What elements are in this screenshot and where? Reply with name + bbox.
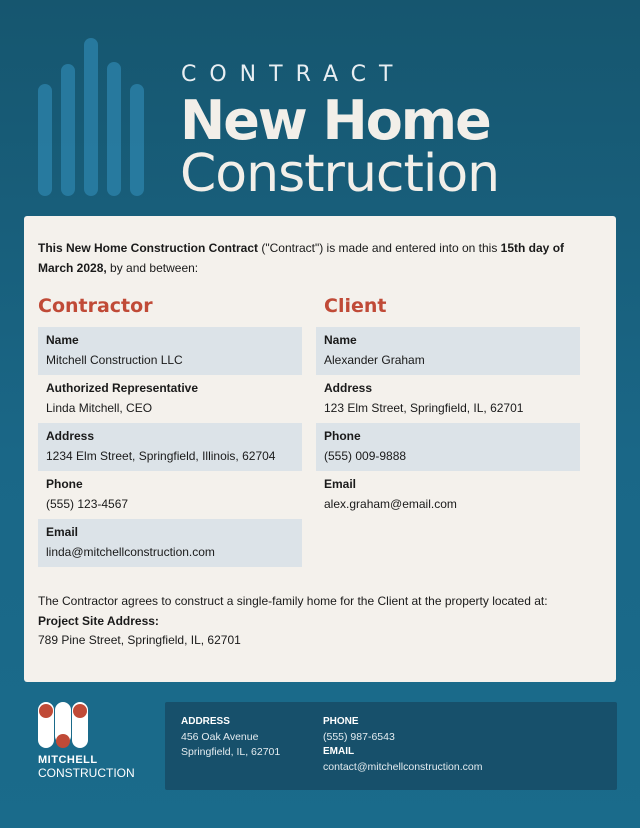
logo-brand-line2: CONSTRUCTION: [38, 766, 135, 780]
company-logo: [36, 702, 136, 782]
field-value: (555) 009-9888: [324, 449, 407, 463]
field-value: 1234 Elm Street, Springfield, Illinois, 62704: [46, 449, 276, 463]
contact-box: [165, 702, 617, 790]
logo-dot: [73, 704, 87, 718]
field-value: Linda Mitchell, CEO: [46, 401, 153, 415]
project-site-label: Project Site Address:: [38, 614, 159, 628]
client-name-field: [316, 327, 580, 375]
logo-dot: [56, 734, 70, 748]
phone-heading: PHONE: [323, 716, 359, 727]
field-value: 123 Elm Street, Springfield, IL, 62701: [324, 401, 524, 415]
decor-bar: [130, 84, 144, 196]
intro-date: 15th day of March 2028,: [38, 241, 565, 275]
email-heading: EMAIL: [323, 746, 355, 757]
field-label: Address: [324, 381, 373, 395]
intro-text: ("Contract") is made and entered into on this: [258, 241, 501, 255]
field-value: Alexander Graham: [324, 353, 425, 367]
project-statement: The Contractor agrees to construct a single-family home for the Client at the property located at:: [38, 594, 548, 608]
field-label: Address: [46, 429, 95, 443]
client-email-field: [316, 471, 580, 519]
address-line1: 456 Oak Avenue: [181, 731, 259, 743]
contract-card: [24, 216, 616, 682]
project-site-address: 789 Pine Street, Springfield, IL, 62701: [38, 633, 241, 647]
header-decoration-bars: [38, 38, 146, 196]
document-eyebrow: CONTRACT: [181, 62, 406, 87]
decor-bar: [107, 62, 121, 196]
phone-number[interactable]: (555) 987-6543: [323, 731, 395, 743]
logo-dot: [39, 704, 53, 718]
field-value: (555) 123-4567: [46, 497, 129, 511]
contractor-address-field: [38, 423, 302, 471]
field-label: Phone: [324, 429, 361, 443]
client-heading: Client: [324, 295, 387, 317]
field-value: Mitchell Construction LLC: [46, 353, 183, 367]
client-phone-field: [316, 423, 580, 471]
address-heading: ADDRESS: [181, 716, 230, 727]
field-label: Phone: [46, 477, 83, 491]
field-value: linda@mitchellconstruction.com: [46, 545, 215, 559]
field-label: Name: [324, 333, 357, 347]
document-title-line2: Construction: [180, 144, 500, 204]
document-title-line1: New Home: [180, 89, 490, 152]
client-address-field: [316, 375, 580, 423]
field-label: Email: [46, 525, 79, 539]
decor-bar: [38, 84, 52, 196]
logo-brand-line1: MITCHELL: [38, 754, 98, 766]
contractor-name-field: [38, 327, 302, 375]
address-line2: Springfield, IL, 62701: [181, 746, 281, 758]
field-label: Authorized Representative: [46, 381, 199, 395]
email-address[interactable]: contact@mitchellconstruction.com: [323, 761, 483, 773]
intro-text-end: by and between:: [106, 261, 199, 275]
contractor-phone-field: [38, 471, 302, 519]
intro-contract-name: This New Home Construction Contract: [38, 241, 259, 255]
intro-paragraph: [38, 238, 598, 278]
contractor-representative-field: [38, 375, 302, 423]
field-label: Name: [46, 333, 79, 347]
field-value: alex.graham@email.com: [324, 497, 457, 511]
field-label: Email: [324, 477, 357, 491]
contractor-heading: Contractor: [38, 295, 153, 317]
decor-bar: [61, 64, 75, 196]
decor-bar: [84, 38, 98, 196]
contractor-email-field: [38, 519, 302, 567]
